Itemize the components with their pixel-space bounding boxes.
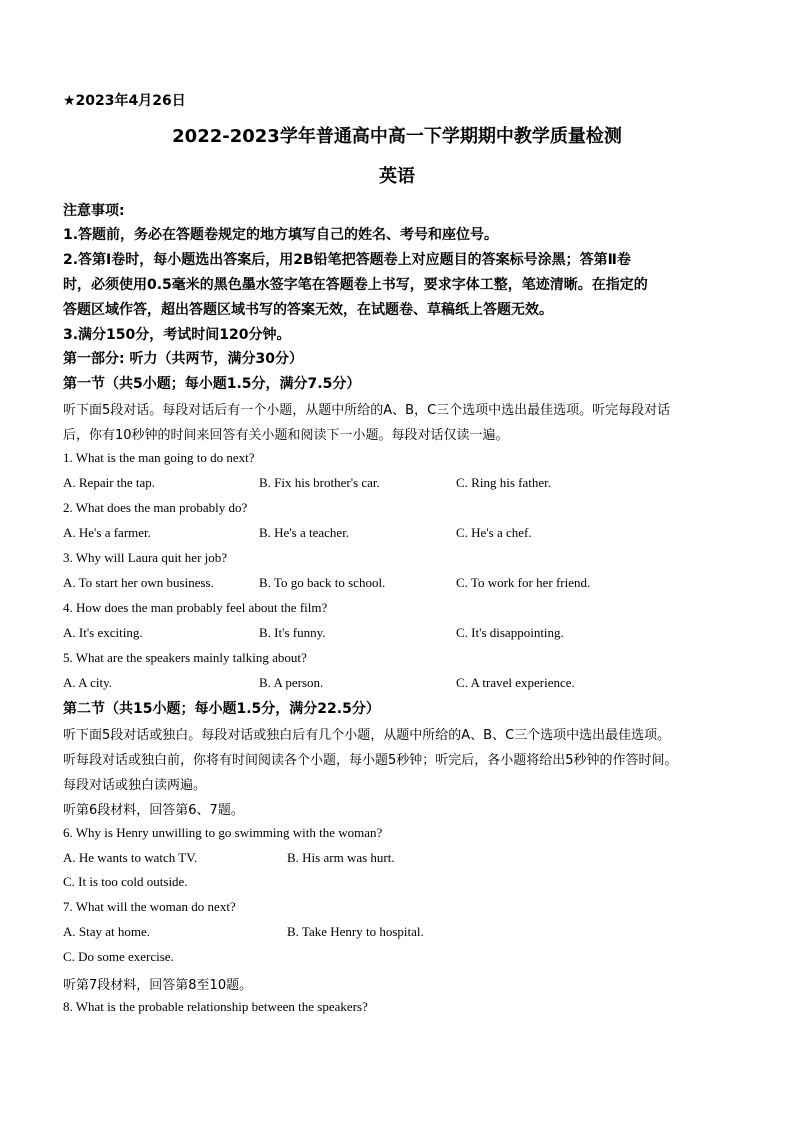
question-6: 6. Why is Henry unwilling to go swimming with the woman? — [63, 825, 383, 840]
q6-option-c: C. It is too cold outside. — [63, 874, 188, 889]
q7-option-b: B. Take Henry to hospital. — [287, 924, 424, 939]
note-2-line-3: 答题区域作答，超出答题区域书写的答案无效，在试题卷、草稿纸上答题无效。 — [63, 302, 553, 318]
q5-option-c: C. A travel experience. — [456, 675, 575, 690]
question-4: 4. How does the man probably feel about the film? — [63, 600, 328, 615]
section2-instructions-line-3: 每段对话或独白读两遍。 — [63, 778, 207, 793]
q5-option-a: A. A city. — [63, 675, 112, 690]
q3-option-a: A. To start her own business. — [63, 575, 214, 590]
q6-option-a: A. He wants to watch TV. — [63, 850, 198, 865]
q1-option-b: B. Fix his brother's car. — [259, 475, 380, 490]
note-2-line-2: 时，必须使用0.5毫米的黑色墨水签字笔在答题卷上书写，要求字体工整，笔迹清晰。在指定的 — [63, 277, 648, 293]
question-5: 5. What are the speakers mainly talking about? — [63, 650, 307, 665]
section2-heading: 第二节（共15小题；每小题1.5分，满分22.5分） — [63, 701, 380, 717]
note-1: 1.答题前，务必在答题卷规定的地方填写自己的姓名、考号和座位号。 — [63, 227, 499, 243]
q2-option-a: A. He's a farmer. — [63, 525, 151, 540]
q6-option-b: B. His arm was hurt. — [287, 850, 395, 865]
notes-heading: 注意事项: — [63, 203, 125, 219]
q7-option-c: C. Do some exercise. — [63, 949, 174, 964]
q7-option-a: A. Stay at home. — [63, 924, 151, 939]
section1-instructions-line-1: 听下面5段对话。每段对话后有一个小题，从题中所给的A、B，C三个选项中选出最佳选项。听完每段对话 — [63, 403, 671, 418]
q1-option-c: C. Ring his father. — [456, 475, 551, 490]
q1-option-a: A. Repair the tap. — [63, 475, 156, 490]
section2-instructions-line-1: 听下面5段对话或独白。每段对话或独白后有几个小题，从题中所给的A、B、C三个选项中选出最佳选项。 — [63, 728, 671, 743]
q2-option-c: C. He's a chef. — [456, 525, 532, 540]
exam-title: 2022-2023学年普通高中高一下学期期中教学质量检测 — [172, 126, 622, 147]
note-2-line-1: 2.答第Ⅰ卷时，每小题选出答案后，用2B铅笔把答题卷上对应题目的答案标号涂黑；答第Ⅱ卷 — [63, 252, 631, 268]
q2-option-b: B. He's a teacher. — [259, 525, 350, 540]
part1-heading: 第一部分: 听力（共两节，满分30分） — [63, 351, 303, 367]
section2-instructions-line-2: 听每段对话或独白前，你将有时间阅读各个小题，每小题5秒钟；听完后，各小题将给出5秒钟的作答时间。 — [63, 753, 678, 768]
material-6-label: 听第6段材料，回答第6、7题。 — [63, 803, 244, 818]
q4-option-c: C. It's disappointing. — [456, 625, 564, 640]
question-1: 1. What is the man going to do next? — [63, 450, 255, 465]
q4-option-b: B. It's funny. — [259, 625, 326, 640]
note-3: 3.满分150分，考试时间120分钟。 — [63, 327, 291, 343]
q3-option-c: C. To work for her friend. — [456, 575, 591, 590]
section1-instructions-line-2: 后，你有10秒钟的时间来回答有关小题和阅读下一小题。每段对话仅读一遍。 — [63, 428, 509, 443]
question-8: 8. What is the probable relationship between the speakers? — [63, 999, 368, 1014]
section1-heading: 第一节（共5小题；每小题1.5分，满分7.5分） — [63, 376, 361, 392]
exam-subject: 英语 — [379, 166, 415, 187]
q5-option-b: B. A person. — [259, 675, 324, 690]
material-7-label: 听第7段材料，回答第8至10题。 — [63, 978, 253, 993]
question-7: 7. What will the woman do next? — [63, 899, 236, 914]
q4-option-a: A. It's exciting. — [63, 625, 143, 640]
q3-option-b: B. To go back to school. — [259, 575, 386, 590]
question-2: 2. What does the man probably do? — [63, 500, 248, 515]
question-3: 3. Why will Laura quit her job? — [63, 550, 228, 565]
exam-date: ★2023年4月26日 — [63, 93, 186, 109]
